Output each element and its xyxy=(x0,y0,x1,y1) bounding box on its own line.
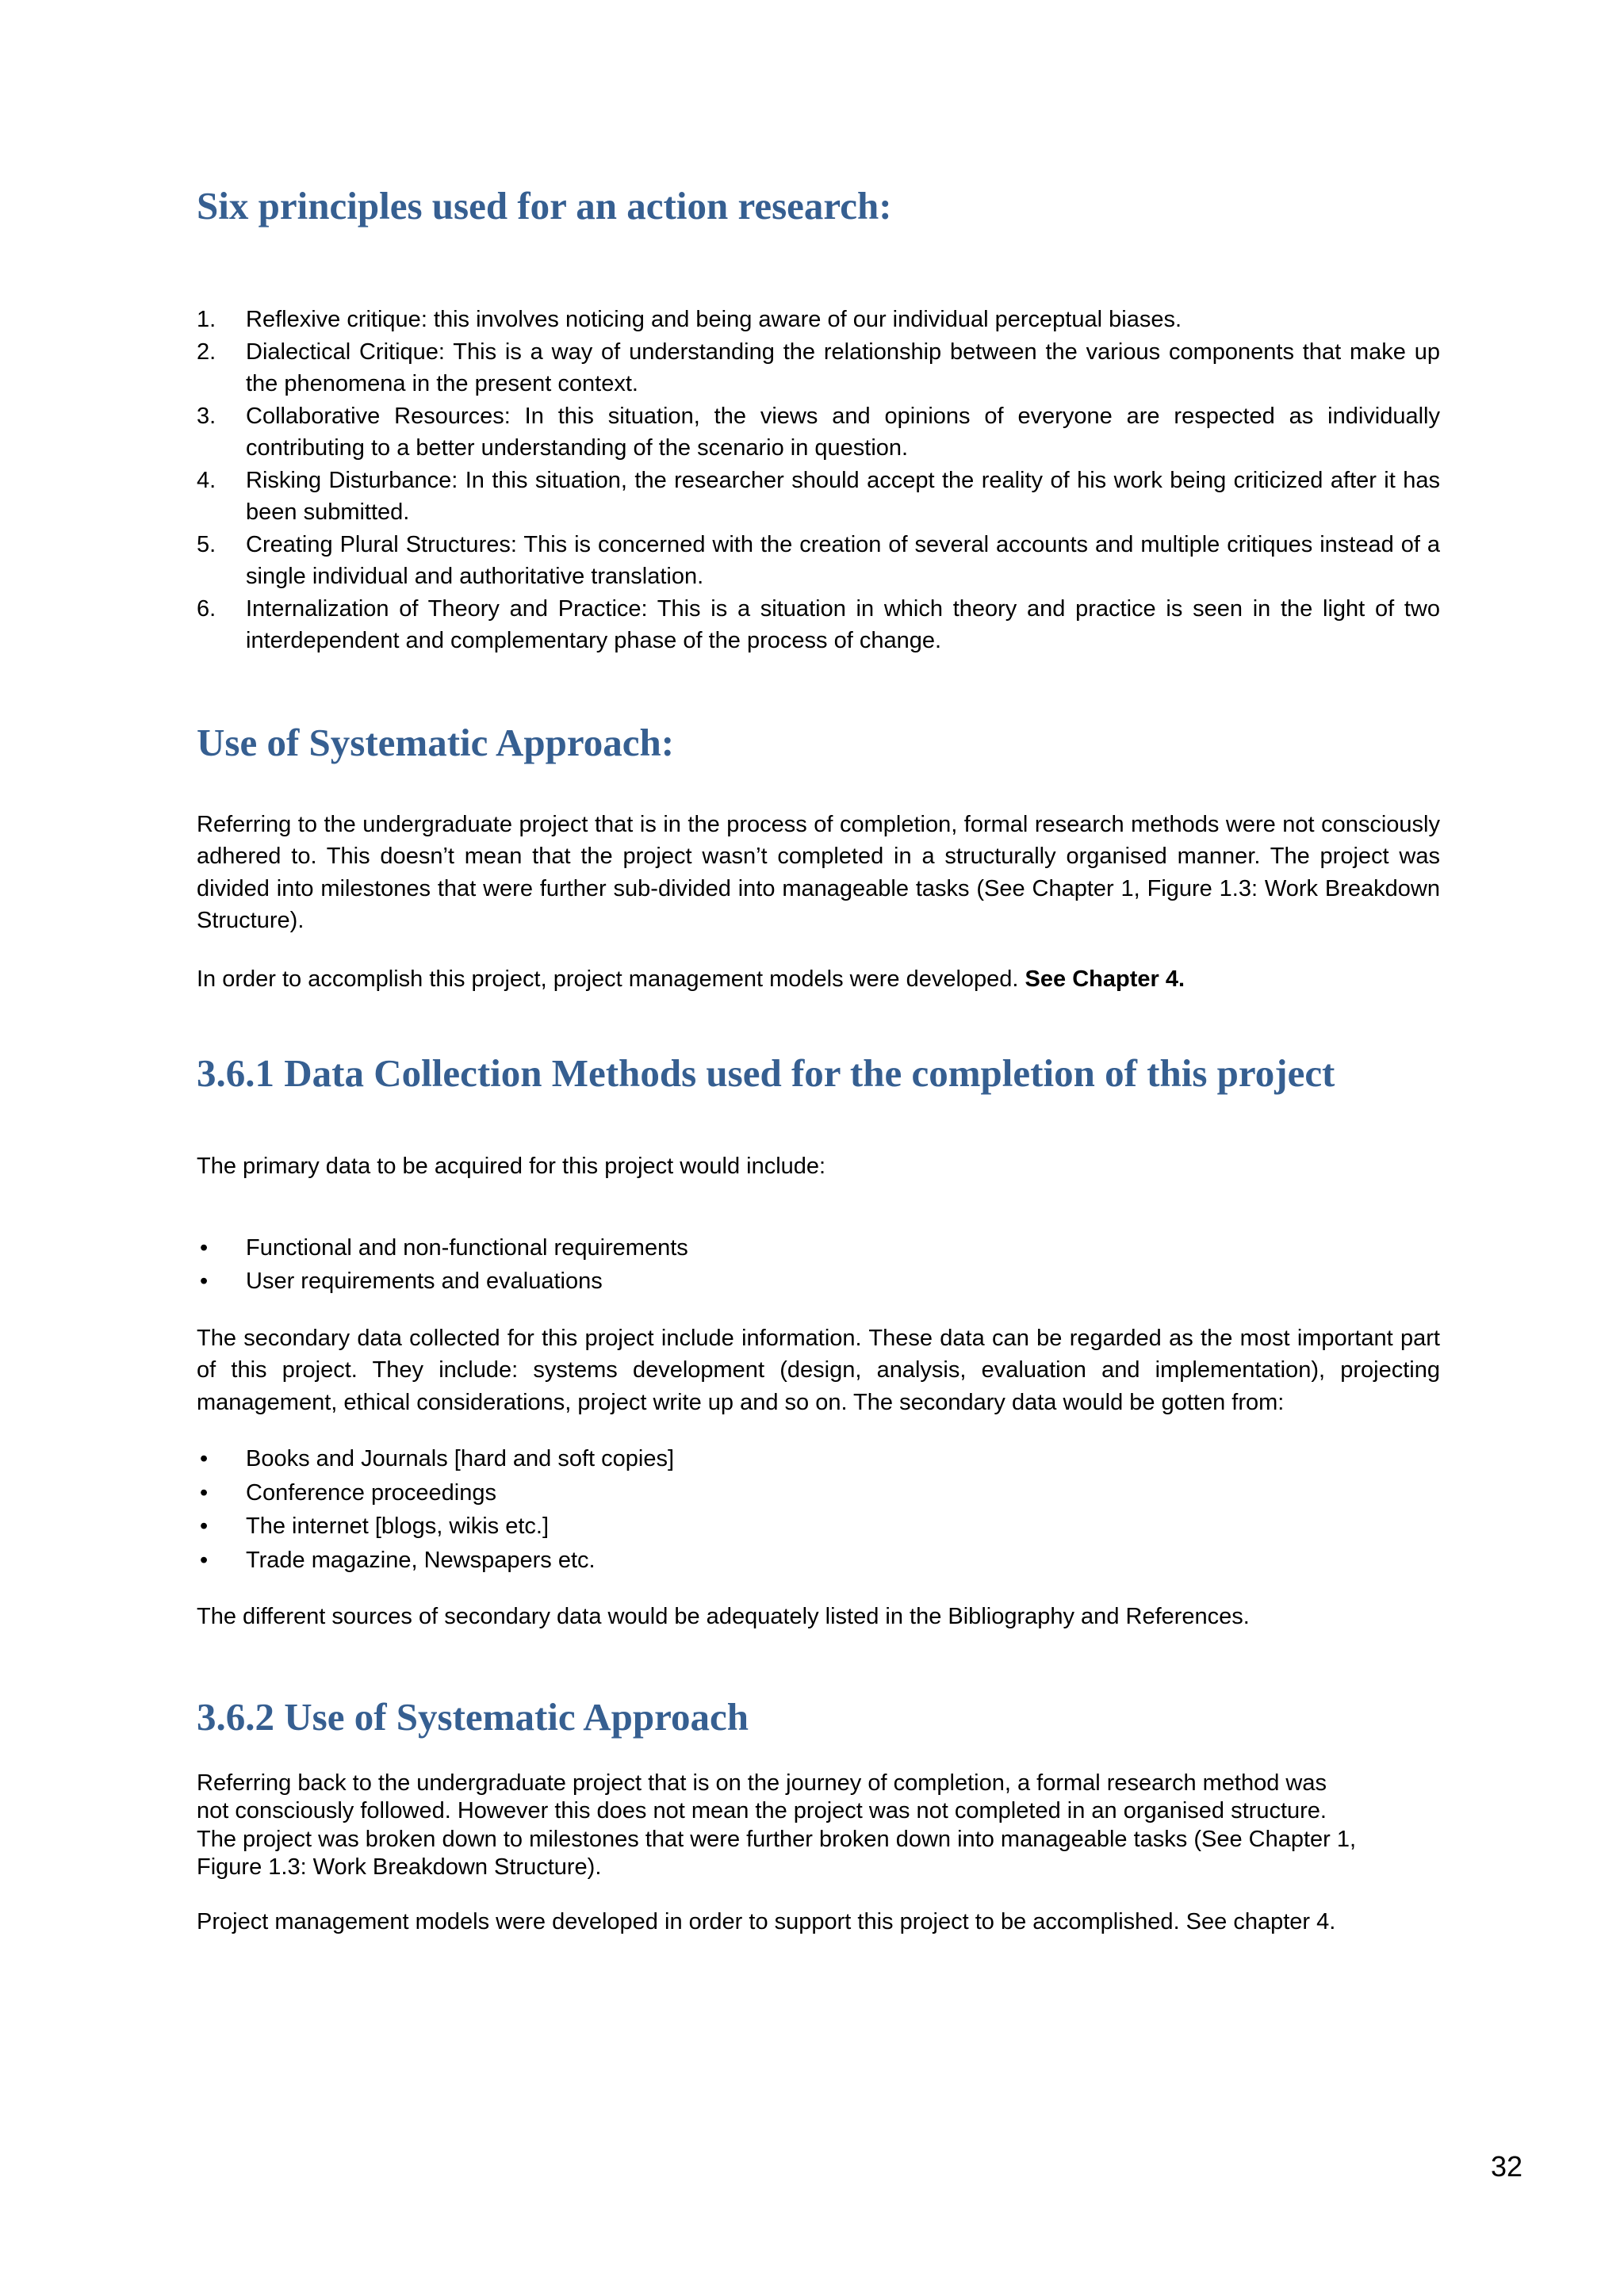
paragraph-systematic-approach: Referring to the undergraduate project that is in the process of completion, formal research methods were not consciously adhered to. This doesn’t mean that the project wasn’t completed in a structurally organised manner. The project was divided into milestones that were further sub-divided into manageable tasks (See Chapter 1, Figure 1.3: Work Breakdown Structure). xyxy=(197,811,1440,933)
list-item: 5. Creating Plural Structures: This is concerned with the creation of several accounts and multiple critiques instead of a single individual and authoritative translation. xyxy=(197,531,1440,589)
paragraph-project-management-362: Project management models were developed in order to support this project to be accomplished. See chapter 4. xyxy=(197,1908,1336,1934)
page-number: 32 xyxy=(1491,2150,1523,2183)
list-item: 4. Risking Disturbance: In this situation, the researcher should accept the reality of his work being criticized after it has been submitted. xyxy=(197,467,1440,525)
list-item: 2. Dialectical Critique: This is a way of understanding the relationship between the various components that make up the phenomena in the present context. xyxy=(197,339,1440,396)
paragraph-project-management: In order to accomplish this project, project management models were developed. See Chapter 4. xyxy=(197,966,1185,992)
list-item: 1. Reflexive critique: this involves noticing and being aware of our individual perceptual biases. xyxy=(197,307,1182,332)
paragraph-primary-data: The primary data to be acquired for this project would include: xyxy=(197,1154,826,1179)
principles-list xyxy=(197,304,1440,657)
list-item: • User requirements and evaluations xyxy=(197,1265,1440,1299)
page-content xyxy=(197,182,1440,1938)
list-item: 3. Collaborative Resources: In this situation, the views and opinions of everyone are respected as individually contributing to a better understanding of the scenario in question. xyxy=(197,403,1440,461)
secondary-data-list xyxy=(197,1442,1440,1577)
list-item: • Conference proceedings xyxy=(197,1476,1440,1510)
paragraph-secondary-data: The secondary data collected for this project include information. These data can be regarded as the most important part of this project. They include: systems development (design, analysis, evaluation and implementation), projecting management, ethical considerations, project write up and so on. The secondary data would be gotten from: xyxy=(197,1325,1440,1415)
list-item: • Functional and non-functional requirements xyxy=(197,1231,1440,1265)
list-item: • Books and Journals [hard and soft copies] xyxy=(197,1442,1440,1476)
heading-systematic-approach-362: 3.6.2 Use of Systematic Approach xyxy=(197,1694,749,1739)
primary-data-list xyxy=(197,1231,1440,1299)
heading-six-principles: Six principles used for an action research: xyxy=(197,184,892,228)
list-item: 6. Internalization of Theory and Practice: This is a situation in which theory and practice is seen in the light of two interdependent and complementary phase of the process of change. xyxy=(197,595,1440,653)
chapter-4-reference: See Chapter 4. xyxy=(1025,966,1185,992)
paragraph-systematic-approach-362: Referring back to the undergraduate project that is on the journey of completion, a formal research method was not consciously followed. However this does not mean the project was not completed in an organised structure. The project was broken down to milestones that were further broken down into manageable tasks (See Chapter 1, Figure 1.3: Work Breakdown Structure). xyxy=(197,1770,1357,1880)
list-item: • Trade magazine, Newspapers etc. xyxy=(197,1544,1440,1578)
heading-systematic-approach: Use of Systematic Approach: xyxy=(197,720,675,764)
list-item: • The internet [blogs, wikis etc.] xyxy=(197,1510,1440,1544)
heading-data-collection: 3.6.1 Data Collection Methods used for the completion of this project xyxy=(197,1051,1335,1095)
paragraph-sources: The different sources of secondary data would be adequately listed in the Bibliography and References. xyxy=(197,1604,1250,1629)
